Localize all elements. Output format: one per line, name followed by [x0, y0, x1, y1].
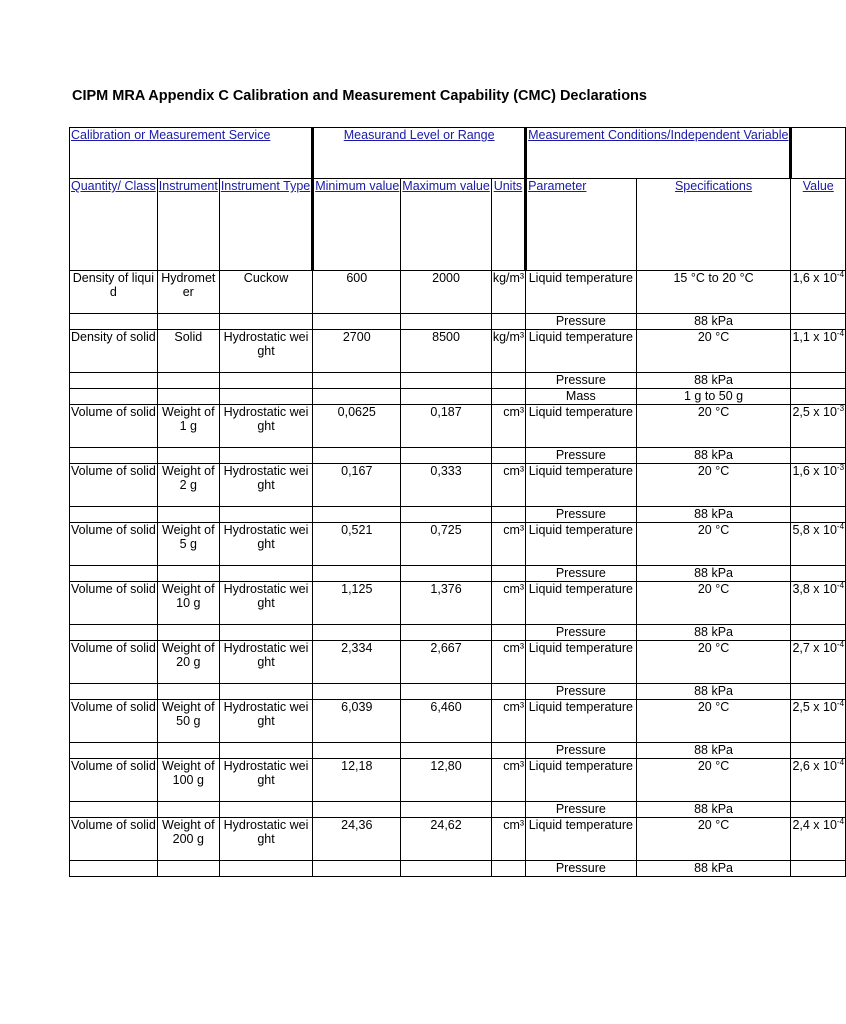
empty-cell [157, 566, 219, 582]
table-subrow [70, 566, 846, 582]
cmc-table [69, 127, 846, 877]
value-base: 2,4 x 10 [792, 818, 837, 832]
units-cell: cm³ [491, 818, 525, 861]
empty-cell [313, 684, 401, 700]
empty-cell [157, 861, 219, 877]
empty-cell [70, 566, 158, 582]
parameter-cell: Pressure [526, 743, 637, 759]
empty-cell [791, 802, 846, 818]
empty-cell [219, 625, 312, 641]
specification-cell: 20 °C [636, 464, 791, 507]
table-subrow [70, 625, 846, 641]
parameter-cell: Liquid temperature [526, 700, 637, 743]
value-base: 2,5 x 10 [792, 405, 837, 419]
value-cell [791, 523, 846, 566]
value-exponent: -4 [836, 699, 845, 708]
units-cell: cm³ [491, 582, 525, 625]
empty-cell [70, 684, 158, 700]
parameter-cell: Liquid temperature [526, 523, 637, 566]
specification-cell: 15 °C to 20 °C [636, 271, 791, 314]
quantity-cell: Density of liquid [70, 271, 158, 314]
value-exponent: -4 [836, 581, 845, 590]
parameter-cell: Pressure [526, 861, 637, 877]
empty-cell [157, 314, 219, 330]
empty-cell [313, 373, 401, 389]
quantity-cell: Volume of solid [70, 818, 158, 861]
empty-cell [401, 743, 492, 759]
maximum-cell: 6,460 [401, 700, 492, 743]
instrument-cell: Hydrometer [157, 271, 219, 314]
specification-cell: 20 °C [636, 523, 791, 566]
instrument-type-cell: Hydrostatic weight [219, 700, 312, 743]
parameter-cell: Liquid temperature [526, 818, 637, 861]
header-blank [791, 128, 846, 179]
value-cell [791, 818, 846, 861]
instrument-cell: Weight of 5 g [157, 523, 219, 566]
parameter-cell: Liquid temperature [526, 759, 637, 802]
column-header-minimum: Minimum value [313, 179, 401, 271]
maximum-cell: 1,376 [401, 582, 492, 625]
parameter-cell: Pressure [526, 314, 637, 330]
minimum-cell: 1,125 [313, 582, 401, 625]
specification-cell: 88 kPa [636, 743, 791, 759]
empty-cell [491, 802, 525, 818]
empty-cell [313, 448, 401, 464]
instrument-type-cell: Cuckow [219, 271, 312, 314]
empty-cell [791, 861, 846, 877]
value-base: 5,8 x 10 [792, 523, 837, 537]
value-exponent: -4 [836, 329, 845, 338]
empty-cell [70, 373, 158, 389]
empty-cell [791, 373, 846, 389]
maximum-cell: 2,667 [401, 641, 492, 684]
empty-cell [491, 448, 525, 464]
value-cell [791, 641, 846, 684]
parameter-cell: Liquid temperature [526, 582, 637, 625]
table-row [70, 641, 846, 684]
empty-cell [70, 314, 158, 330]
minimum-cell: 24,36 [313, 818, 401, 861]
specification-cell: 20 °C [636, 405, 791, 448]
empty-cell [491, 507, 525, 523]
specification-cell: 88 kPa [636, 684, 791, 700]
empty-cell [219, 861, 312, 877]
maximum-cell: 8500 [401, 330, 492, 373]
minimum-cell: 600 [313, 271, 401, 314]
column-header-instrument: Instrument [157, 179, 219, 271]
value-exponent: -4 [836, 758, 845, 767]
empty-cell [219, 566, 312, 582]
empty-cell [313, 389, 401, 405]
table-subrow [70, 314, 846, 330]
empty-cell [219, 314, 312, 330]
units-cell: cm³ [491, 464, 525, 507]
specification-cell: 88 kPa [636, 314, 791, 330]
specification-cell: 20 °C [636, 330, 791, 373]
value-base: 1,1 x 10 [792, 330, 837, 344]
empty-cell [157, 625, 219, 641]
maximum-cell: 12,80 [401, 759, 492, 802]
header-range: Measurand Level or Range [313, 128, 526, 179]
value-cell [791, 405, 846, 448]
table-row [70, 582, 846, 625]
value-exponent: -3 [836, 463, 845, 472]
empty-cell [491, 314, 525, 330]
empty-cell [401, 684, 492, 700]
quantity-cell: Volume of solid [70, 523, 158, 566]
table-row [70, 759, 846, 802]
quantity-cell: Volume of solid [70, 641, 158, 684]
quantity-cell: Volume of solid [70, 759, 158, 802]
table-subrow [70, 507, 846, 523]
minimum-cell: 6,039 [313, 700, 401, 743]
column-header-specifications: Specifications [636, 179, 791, 271]
parameter-cell: Pressure [526, 507, 637, 523]
specification-cell: 88 kPa [636, 802, 791, 818]
maximum-cell: 2000 [401, 271, 492, 314]
instrument-cell: Weight of 100 g [157, 759, 219, 802]
units-cell: kg/m³ [491, 330, 525, 373]
table-subrow [70, 802, 846, 818]
quantity-cell: Volume of solid [70, 464, 158, 507]
empty-cell [313, 743, 401, 759]
table-row [70, 330, 846, 373]
table-subrow [70, 448, 846, 464]
empty-cell [70, 507, 158, 523]
empty-cell [157, 373, 219, 389]
empty-cell [401, 566, 492, 582]
table-subrow [70, 861, 846, 877]
maximum-cell: 0,187 [401, 405, 492, 448]
table-row [70, 405, 846, 448]
empty-cell [491, 861, 525, 877]
value-cell [791, 330, 846, 373]
empty-cell [791, 507, 846, 523]
column-header-parameter: Parameter [526, 179, 637, 271]
value-cell [791, 582, 846, 625]
specification-cell: 20 °C [636, 641, 791, 684]
empty-cell [491, 684, 525, 700]
table-row [70, 700, 846, 743]
value-exponent: -4 [836, 640, 845, 649]
parameter-cell: Pressure [526, 625, 637, 641]
empty-cell [313, 861, 401, 877]
parameter-cell: Pressure [526, 448, 637, 464]
value-exponent: -4 [836, 270, 845, 279]
specification-cell: 1 g to 50 g [636, 389, 791, 405]
empty-cell [791, 684, 846, 700]
empty-cell [157, 684, 219, 700]
maximum-cell: 24,62 [401, 818, 492, 861]
empty-cell [313, 566, 401, 582]
units-cell: cm³ [491, 523, 525, 566]
specification-cell: 20 °C [636, 582, 791, 625]
instrument-type-cell: Hydrostatic weight [219, 582, 312, 625]
instrument-cell: Solid [157, 330, 219, 373]
instrument-type-cell: Hydrostatic weight [219, 330, 312, 373]
instrument-type-cell: Hydrostatic weight [219, 759, 312, 802]
empty-cell [70, 743, 158, 759]
parameter-cell: Pressure [526, 566, 637, 582]
instrument-type-cell: Hydrostatic weight [219, 818, 312, 861]
maximum-cell: 0,725 [401, 523, 492, 566]
empty-cell [157, 743, 219, 759]
specification-cell: 88 kPa [636, 625, 791, 641]
minimum-cell: 0,167 [313, 464, 401, 507]
quantity-cell: Volume of solid [70, 582, 158, 625]
instrument-type-cell: Hydrostatic weight [219, 405, 312, 448]
minimum-cell: 12,18 [313, 759, 401, 802]
empty-cell [401, 625, 492, 641]
parameter-cell: Pressure [526, 684, 637, 700]
header-conditions: Measurement Conditions/Independent Variable [526, 128, 791, 179]
empty-cell [70, 625, 158, 641]
specification-cell: 88 kPa [636, 448, 791, 464]
quantity-cell: Density of solid [70, 330, 158, 373]
table-subrow [70, 389, 846, 405]
empty-cell [491, 389, 525, 405]
empty-cell [491, 625, 525, 641]
specification-cell: 20 °C [636, 700, 791, 743]
table-row [70, 464, 846, 507]
empty-cell [401, 373, 492, 389]
empty-cell [401, 507, 492, 523]
value-cell [791, 271, 846, 314]
table-subrow [70, 743, 846, 759]
empty-cell [70, 448, 158, 464]
empty-cell [157, 507, 219, 523]
specification-cell: 88 kPa [636, 566, 791, 582]
specification-cell: 20 °C [636, 759, 791, 802]
empty-cell [157, 448, 219, 464]
parameter-cell: Liquid temperature [526, 271, 637, 314]
empty-cell [219, 507, 312, 523]
value-exponent: -4 [836, 817, 845, 826]
instrument-cell: Weight of 50 g [157, 700, 219, 743]
empty-cell [401, 389, 492, 405]
instrument-cell: Weight of 20 g [157, 641, 219, 684]
value-cell [791, 759, 846, 802]
empty-cell [219, 802, 312, 818]
empty-cell [401, 802, 492, 818]
empty-cell [219, 743, 312, 759]
instrument-cell: Weight of 1 g [157, 405, 219, 448]
instrument-type-cell: Hydrostatic weight [219, 523, 312, 566]
instrument-cell: Weight of 200 g [157, 818, 219, 861]
empty-cell [491, 743, 525, 759]
empty-cell [70, 389, 158, 405]
parameter-cell: Pressure [526, 802, 637, 818]
empty-cell [313, 625, 401, 641]
value-base: 1,6 x 10 [792, 464, 837, 478]
value-cell [791, 700, 846, 743]
value-cell [791, 464, 846, 507]
empty-cell [401, 314, 492, 330]
parameter-cell: Liquid temperature [526, 641, 637, 684]
empty-cell [791, 314, 846, 330]
column-header-units: Units [491, 179, 525, 271]
specification-cell: 88 kPa [636, 373, 791, 389]
empty-cell [491, 566, 525, 582]
empty-cell [791, 448, 846, 464]
value-base: 2,7 x 10 [792, 641, 837, 655]
specification-cell: 20 °C [636, 818, 791, 861]
value-exponent: -4 [836, 522, 845, 531]
parameter-cell: Liquid temperature [526, 330, 637, 373]
instrument-type-cell: Hydrostatic weight [219, 641, 312, 684]
table-subrow [70, 373, 846, 389]
specification-cell: 88 kPa [636, 861, 791, 877]
quantity-cell: Volume of solid [70, 700, 158, 743]
minimum-cell: 0,521 [313, 523, 401, 566]
empty-cell [219, 389, 312, 405]
quantity-cell: Volume of solid [70, 405, 158, 448]
column-header-value: Value [791, 179, 846, 271]
value-base: 3,8 x 10 [792, 582, 837, 596]
empty-cell [70, 861, 158, 877]
document-title: CIPM MRA Appendix C Calibration and Measurement Capability (CMC) Declarations [72, 88, 647, 104]
empty-cell [313, 802, 401, 818]
empty-cell [401, 448, 492, 464]
units-cell: cm³ [491, 405, 525, 448]
empty-cell [313, 507, 401, 523]
parameter-cell: Mass [526, 389, 637, 405]
units-cell: cm³ [491, 641, 525, 684]
empty-cell [70, 802, 158, 818]
value-base: 1,6 x 10 [792, 271, 837, 285]
empty-cell [791, 389, 846, 405]
units-cell: cm³ [491, 700, 525, 743]
column-header-maximum: Maximum value [401, 179, 492, 271]
empty-cell [219, 448, 312, 464]
minimum-cell: 0,0625 [313, 405, 401, 448]
parameter-cell: Liquid temperature [526, 464, 637, 507]
table-subrow [70, 684, 846, 700]
empty-cell [157, 389, 219, 405]
empty-cell [219, 684, 312, 700]
empty-cell [791, 625, 846, 641]
value-base: 2,6 x 10 [792, 759, 837, 773]
table-row [70, 523, 846, 566]
minimum-cell: 2700 [313, 330, 401, 373]
value-exponent: -3 [836, 404, 845, 413]
empty-cell [219, 373, 312, 389]
empty-cell [791, 743, 846, 759]
table-row [70, 271, 846, 314]
empty-cell [157, 802, 219, 818]
instrument-type-cell: Hydrostatic weight [219, 464, 312, 507]
minimum-cell: 2,334 [313, 641, 401, 684]
empty-cell [491, 373, 525, 389]
empty-cell [401, 861, 492, 877]
empty-cell [313, 314, 401, 330]
empty-cell [791, 566, 846, 582]
parameter-cell: Pressure [526, 373, 637, 389]
instrument-cell: Weight of 10 g [157, 582, 219, 625]
maximum-cell: 0,333 [401, 464, 492, 507]
column-header-quantity: Quantity/ Class [70, 179, 158, 271]
header-service: Calibration or Measurement Service [70, 128, 313, 179]
specification-cell: 88 kPa [636, 507, 791, 523]
instrument-cell: Weight of 2 g [157, 464, 219, 507]
units-cell: cm³ [491, 759, 525, 802]
value-base: 2,5 x 10 [792, 700, 837, 714]
column-header-instrument-type: Instrument Type [219, 179, 312, 271]
table-row [70, 818, 846, 861]
parameter-cell: Liquid temperature [526, 405, 637, 448]
units-cell: kg/m³ [491, 271, 525, 314]
